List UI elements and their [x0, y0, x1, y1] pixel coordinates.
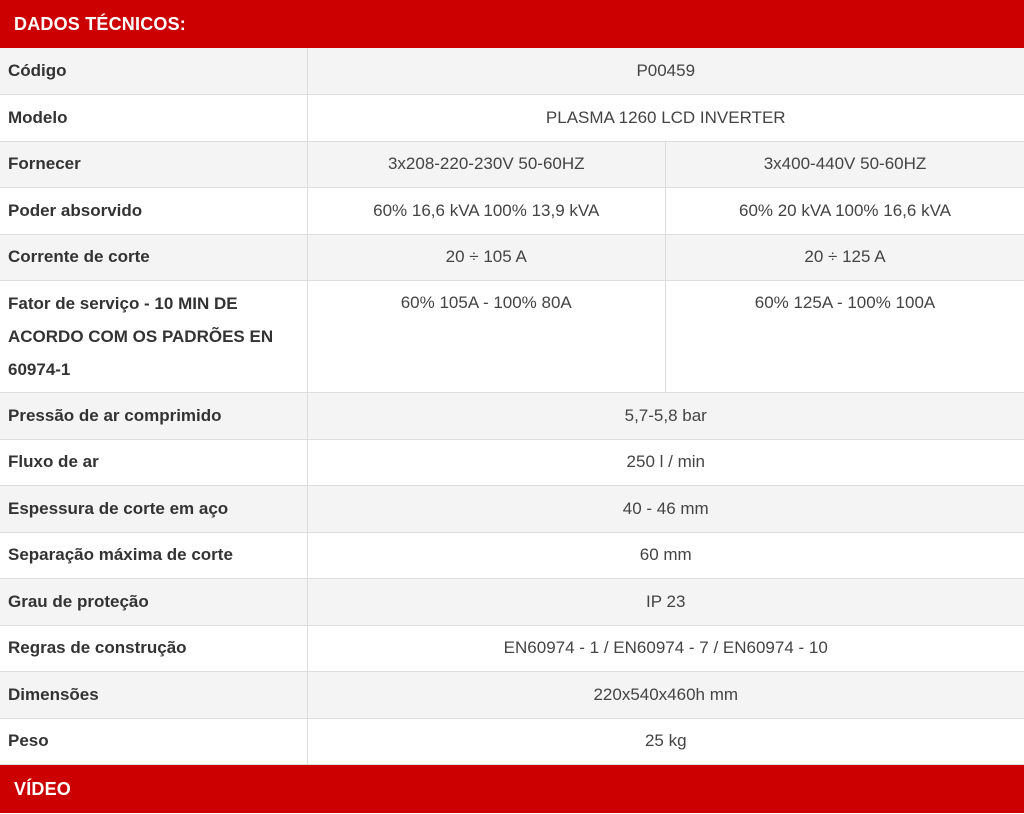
table-row [0, 393, 1024, 440]
video-section-title: VÍDEO [14, 779, 72, 799]
specs-table [0, 48, 1024, 765]
row-value: 25 kg [307, 718, 1024, 765]
row-value-left: 60% 105A - 100% 80A [307, 281, 666, 393]
row-label: Separação máxima de corte [0, 532, 307, 579]
row-value-right: 20 ÷ 125 A [666, 234, 1024, 281]
table-row [0, 718, 1024, 765]
row-label: Grau de proteção [0, 579, 307, 626]
row-value-left: 20 ÷ 105 A [307, 234, 666, 281]
row-label: Pressão de ar comprimido [0, 393, 307, 440]
row-label: Peso [0, 718, 307, 765]
row-value: IP 23 [307, 579, 1024, 626]
row-label: Corrente de corte [0, 234, 307, 281]
row-label: Fator de serviço - 10 MIN DE ACORDO COM OS PADRÕES EN 60974-1 [0, 281, 307, 393]
video-section-header[interactable] [0, 765, 1024, 813]
technical-data-title: DADOS TÉCNICOS: [14, 14, 187, 34]
row-value-right: 60% 20 kVA 100% 16,6 kVA [666, 188, 1024, 235]
row-label: Dimensões [0, 672, 307, 719]
row-label: Regras de construção [0, 625, 307, 672]
row-value-left: 60% 16,6 kVA 100% 13,9 kVA [307, 188, 666, 235]
table-row [0, 95, 1024, 142]
row-value: P00459 [307, 48, 1024, 95]
table-row [0, 486, 1024, 533]
row-value: PLASMA 1260 LCD INVERTER [307, 95, 1024, 142]
table-row [0, 234, 1024, 281]
table-row [0, 439, 1024, 486]
row-value: 5,7-5,8 bar [307, 393, 1024, 440]
row-value-right: 60% 125A - 100% 100A [666, 281, 1024, 393]
table-row [0, 188, 1024, 235]
technical-data-header [0, 0, 1024, 48]
table-row [0, 672, 1024, 719]
table-row [0, 532, 1024, 579]
row-label: Fornecer [0, 141, 307, 188]
table-row [0, 48, 1024, 95]
row-value-left: 3x208-220-230V 50-60HZ [307, 141, 666, 188]
row-label: Código [0, 48, 307, 95]
row-value-right: 3x400-440V 50-60HZ [666, 141, 1024, 188]
row-label: Fluxo de ar [0, 439, 307, 486]
row-label: Poder absorvido [0, 188, 307, 235]
row-value: 60 mm [307, 532, 1024, 579]
row-value: 250 l / min [307, 439, 1024, 486]
table-row [0, 579, 1024, 626]
row-value: EN60974 - 1 / EN60974 - 7 / EN60974 - 10 [307, 625, 1024, 672]
row-label: Modelo [0, 95, 307, 142]
row-label: Espessura de corte em aço [0, 486, 307, 533]
row-value: 40 - 46 mm [307, 486, 1024, 533]
table-row [0, 625, 1024, 672]
table-row [0, 281, 1024, 393]
table-row [0, 141, 1024, 188]
row-value: 220x540x460h mm [307, 672, 1024, 719]
